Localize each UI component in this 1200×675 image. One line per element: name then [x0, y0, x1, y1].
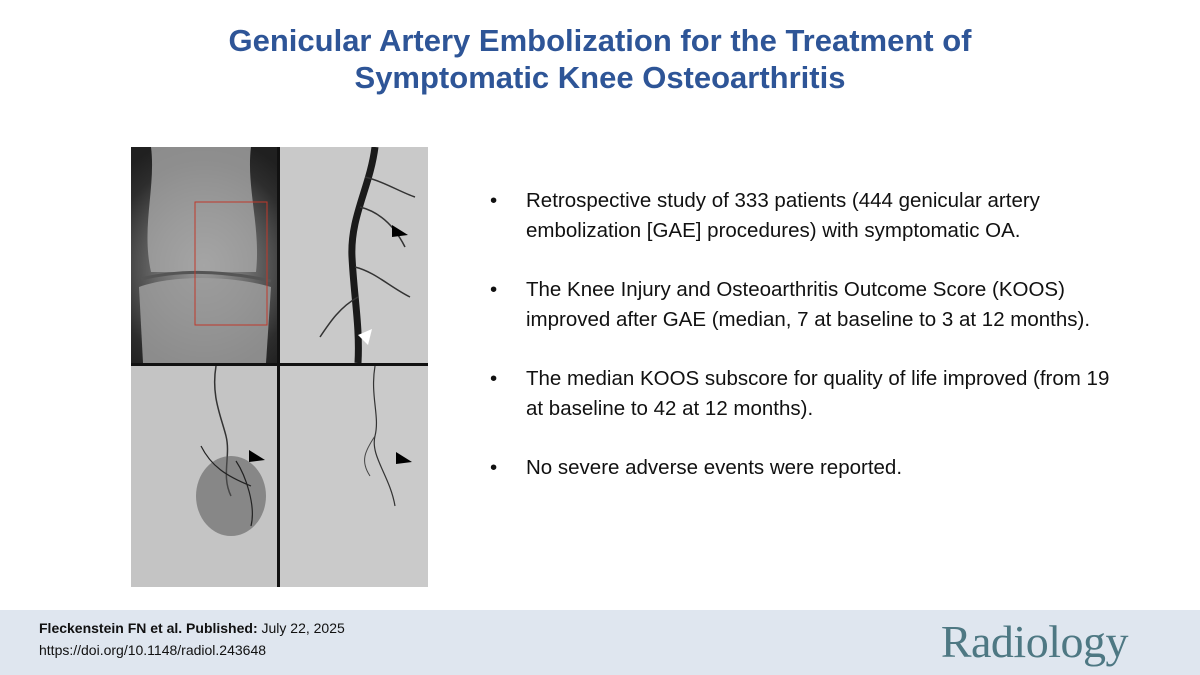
- key-point: [490, 364, 1110, 424]
- radiology-logo: Radiology: [940, 616, 1128, 667]
- bullet-icon: •: [490, 367, 498, 390]
- key-point-text: The median KOOS subscore for quality of life improved (from 19 at baseline to 42 at 12 months).: [526, 367, 1110, 420]
- angiogram-arterial-panel: [280, 147, 428, 363]
- angiogram-blush-image: [131, 366, 277, 587]
- key-point: [490, 453, 1110, 483]
- slide-title: [0, 22, 1200, 96]
- bullet-icon: •: [490, 278, 498, 301]
- angiogram-post-image: [280, 366, 428, 587]
- bullet-icon: •: [490, 189, 498, 212]
- key-point-text: No severe adverse events were reported.: [526, 456, 903, 479]
- image-grid: [131, 147, 428, 587]
- arrowhead-black-icon: [392, 225, 408, 237]
- citation-date: July 22, 2025: [257, 620, 345, 636]
- footer-bar: [0, 610, 1200, 675]
- angiogram-post-embolization-panel: [280, 366, 428, 587]
- knee-radiograph-panel: [131, 147, 277, 363]
- bullet-icon: •: [490, 456, 498, 479]
- title-line-2: Symptomatic Knee Osteoarthritis: [354, 60, 846, 95]
- arrowhead-black-icon: [396, 452, 412, 464]
- citation-authors: Fleckenstein FN et al. Published:: [39, 620, 258, 636]
- title-line-1: Genicular Artery Embolization for the Treatment of: [228, 23, 972, 58]
- key-point: [490, 186, 1110, 246]
- key-point-text: Retrospective study of 333 patients (444 genicular artery embolization [GAE] procedures) with symptomatic OA.: [526, 189, 1040, 242]
- angiogram-arterial-image: [280, 147, 428, 363]
- key-points-list: [490, 186, 1110, 512]
- citation: [39, 617, 345, 661]
- arrowhead-black-icon: [249, 450, 265, 462]
- key-point: [490, 275, 1110, 335]
- citation-doi[interactable]: https://doi.org/10.1148/radiol.243648: [39, 642, 267, 658]
- angiogram-blush-panel: [131, 366, 277, 587]
- key-point-text: The Knee Injury and Osteoarthritis Outcome Score (KOOS) improved after GAE (median, 7 at baseline to 3 at 12 months).: [526, 278, 1091, 331]
- knee-radiograph-image: [131, 147, 277, 363]
